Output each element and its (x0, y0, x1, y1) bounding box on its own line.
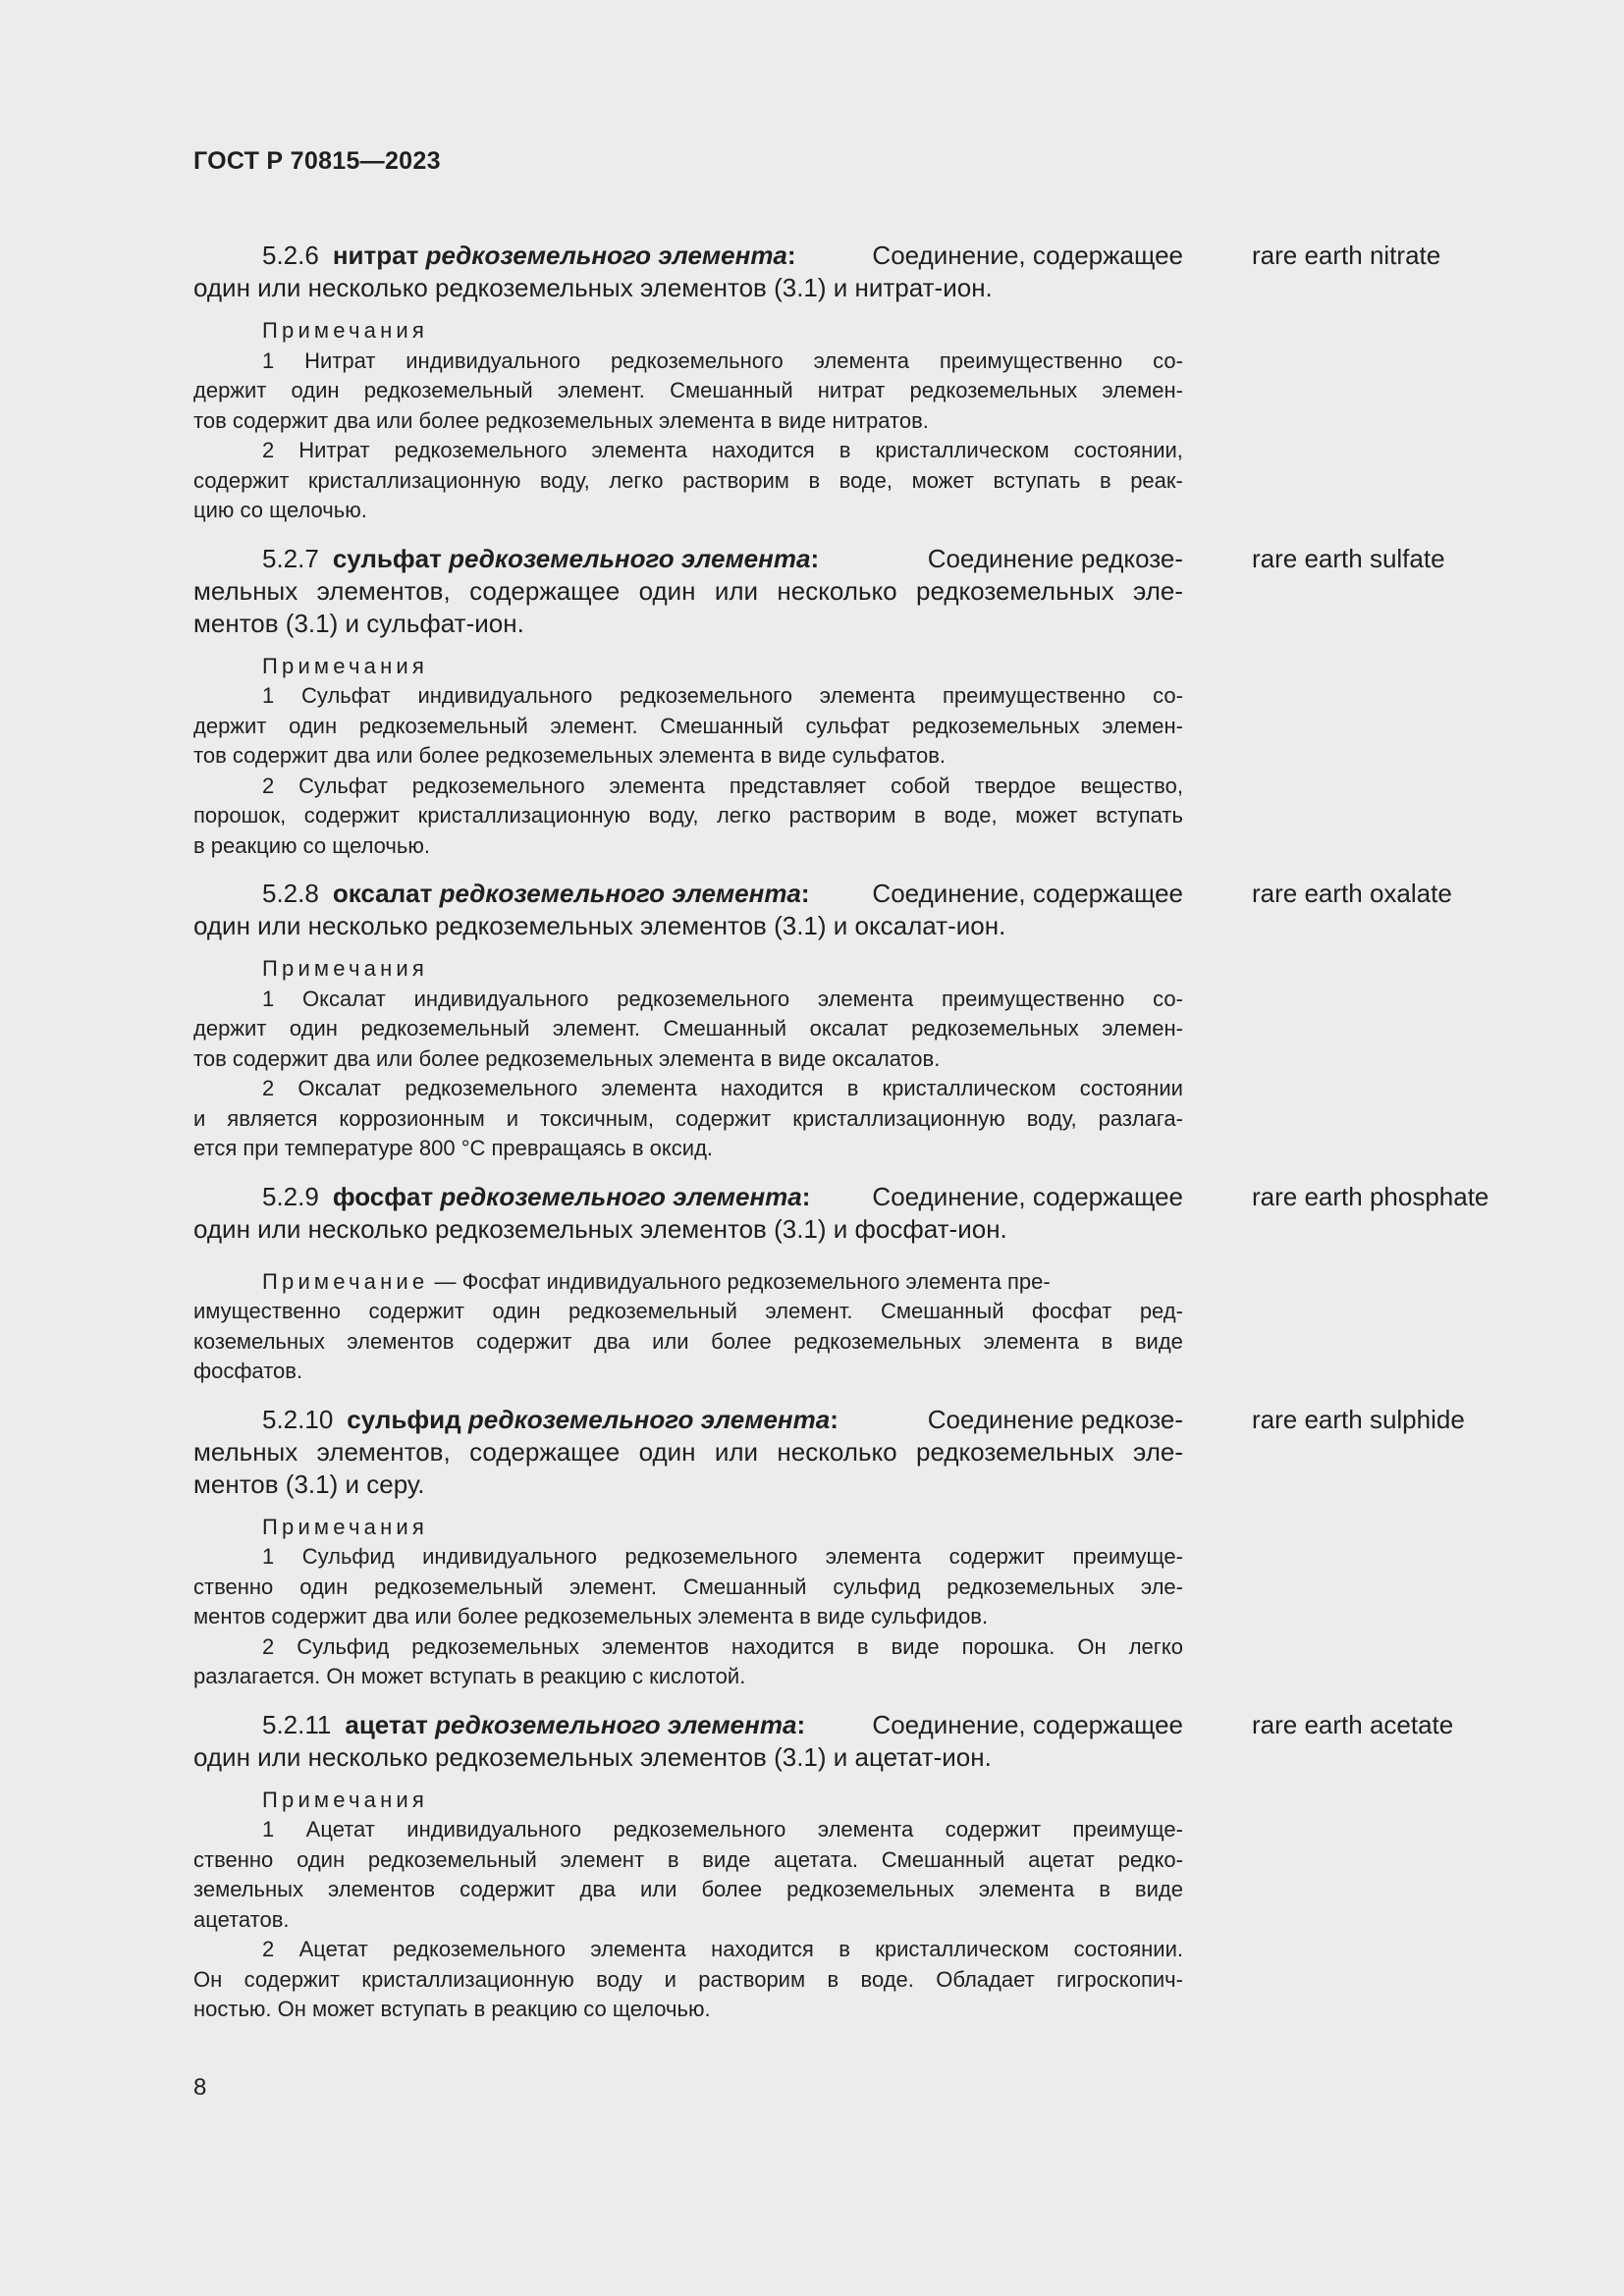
note-line (193, 1267, 1183, 1298)
note-line: 1 Сульфид индивидуального редкоземельного элемента содержит преимуще- (262, 1544, 1183, 1569)
term-bold: сульфат (332, 543, 442, 573)
term-bold-italic: редкоземельного элемента (435, 1709, 797, 1739)
note-line: 2 Ацетат редкоземельного элемента находится в кристаллическом состоянии. (262, 1937, 1183, 1961)
term-entry-5-2-6 (193, 240, 1509, 526)
notes-block (193, 1513, 1183, 1692)
notes-block (193, 1786, 1183, 2025)
note-line: разлагается. Он может вступать в реакцию с кислотой. (193, 1664, 746, 1688)
definition-line: один или несколько редкоземельных элементов (3.1) и оксалат-ион. (193, 911, 1006, 940)
english-term: rare earth oxalate (1252, 879, 1452, 908)
term-entry-5-2-7 (193, 543, 1509, 862)
definition-text: Соединение, содержащее (872, 1181, 1183, 1211)
definition-line: один или несколько редкоземельных элементов (3.1) и ацетат-ион. (193, 1741, 992, 1772)
term-colon: : (796, 1709, 806, 1739)
definition-line (193, 1709, 1183, 1741)
definition-line: ментов (3.1) и сульфат-ион. (193, 608, 524, 638)
term-number: 5.2.6 (262, 240, 319, 270)
term-colon: : (786, 240, 796, 270)
note-line: в реакцию со щелочью. (193, 832, 430, 858)
note-first-text: — Фосфат индивидуального редкоземельного элемента пре- (428, 1268, 1051, 1294)
definition-text: Соединение, содержащее (872, 240, 1183, 270)
note-line: ацетатов. (193, 1906, 290, 1932)
definition-line: мельных элементов, содержащее один или несколько редкоземельных эле- (193, 1436, 1183, 1467)
term-bold: ацетат (345, 1709, 428, 1739)
note-line: тов содержит два или более редкоземельных элемента в виде сульфатов. (193, 743, 947, 768)
note-line: земельных элементов содержит два или более редкоземельных элемента в виде (193, 1877, 1183, 1901)
note-line: содержит кристаллизационную воду, легко растворим в воде, может вступать в реак- (193, 467, 1183, 493)
term-colon: : (800, 879, 810, 908)
term-bold: нитрат (332, 240, 419, 270)
notes-block (193, 1267, 1183, 1387)
note-line: фосфатов. (193, 1359, 303, 1383)
term-bold-italic: редкоземельного элемента (467, 1404, 831, 1434)
definition-line (193, 1404, 1183, 1436)
definition-text: Соединение, содержащее (872, 1709, 1183, 1739)
notes-heading: Примечания (262, 1787, 429, 1812)
note-line: 2 Сульфид редкоземельных элементов находится в виде порошка. Он легко (262, 1633, 1183, 1659)
note-line: держит один редкоземельный элемент. Смешанный нитрат редкоземельных элемен- (193, 378, 1183, 402)
term-bold-italic: редкоземельного элемента (439, 879, 801, 908)
notes-heading: Примечания (262, 653, 429, 678)
note-line: ностью. Он может вступать в реакцию со щелочью. (193, 1997, 711, 2021)
definition-text: Соединение, содержащее (872, 879, 1183, 908)
document-header: ГОСТ Р 70815—2023 (193, 147, 441, 175)
notes-block (193, 954, 1183, 1164)
page-number: 8 (193, 2074, 207, 2101)
term-number: 5.2.10 (262, 1404, 334, 1434)
term-bold-italic: редкоземельного элемента (440, 1181, 802, 1211)
term-bold: оксалат (332, 879, 433, 908)
note-line: Он содержит кристаллизационную воду и растворим в воде. Обладает гигроскопич- (193, 1966, 1183, 1992)
note-line: ственно один редкоземельный элемент. Смешанный сульфид редкоземельных эле- (193, 1574, 1183, 1599)
note-line: 2 Нитрат редкоземельного элемента находится в кристаллическом состоянии, (262, 438, 1183, 462)
english-term: rare earth phosphate (1252, 1181, 1489, 1211)
term-bold: фосфат (332, 1181, 434, 1211)
note-line: ется при температуре 800 °С превращаясь в оксид. (193, 1136, 714, 1160)
definition-line: один или несколько редкоземельных элементов (3.1) и нитрат-ион. (193, 273, 993, 302)
term-number: 5.2.9 (262, 1181, 319, 1211)
term-entry-5-2-8 (193, 878, 1509, 1164)
definition-text: Соединение редкозе- (927, 1404, 1183, 1434)
definition-line: ментов (3.1) и серу. (193, 1468, 425, 1499)
definition-line (193, 878, 1183, 910)
english-term: rare earth nitrate (1252, 240, 1441, 270)
term-colon: : (801, 1181, 811, 1211)
note-line: порошок, содержит кристаллизационную воду, легко растворим в воде, может вступать (193, 803, 1183, 828)
term-colon: : (830, 1404, 839, 1434)
note-line: 1 Нитрат индивидуального редкоземельного элемента преимущественно со- (262, 347, 1183, 373)
note-line: 2 Сульфат редкоземельного элемента представляет собой твердое вещество, (262, 773, 1183, 798)
definition-line: мельных элементов, содержащее один или несколько редкоземельных эле- (193, 575, 1183, 606)
english-term: rare earth acetate (1252, 1709, 1454, 1739)
note-line: ментов содержит два или более редкоземельных элемента в виде сульфидов. (193, 1604, 989, 1629)
note-line: 1 Ацетат индивидуального редкоземельного элемента содержит преимуще- (262, 1817, 1183, 1842)
term-bold-italic: редкоземельного элемента (449, 543, 811, 573)
english-term: rare earth sulfate (1252, 543, 1445, 573)
note-line: цию со щелочью. (193, 498, 367, 522)
note-line: тов содержит два или более редкоземельных элемента в виде нитратов. (193, 407, 929, 433)
definition-text: Соединение редкозе- (927, 543, 1183, 573)
note-line: коземельных элементов содержит два или более редкоземельных элемента в виде (193, 1328, 1183, 1354)
note-line: имущественно содержит один редкоземельный элемент. Смешанный фосфат ред- (193, 1299, 1183, 1323)
note-line: держит один редкоземельный элемент. Смешанный сульфат редкоземельных элемен- (193, 713, 1183, 738)
term-colon: : (810, 543, 820, 573)
notes-heading: Примечания (262, 1514, 429, 1539)
definition-line (193, 1181, 1183, 1213)
term-number: 5.2.11 (262, 1709, 332, 1739)
term-entry-5-2-11 (193, 1709, 1509, 2025)
notes-block (193, 652, 1183, 862)
notes-heading: Примечания (262, 318, 429, 343)
definition-line (193, 543, 1183, 575)
term-number: 5.2.8 (262, 879, 319, 908)
note-line: и является коррозионным и токсичным, содержит кристаллизационную воду, разлага- (193, 1105, 1183, 1131)
note-line: ственно один редкоземельный элемент в виде ацетата. Смешанный ацетат редко- (193, 1846, 1183, 1872)
note-line: 1 Оксалат индивидуального редкоземельного элемента преимущественно со- (262, 986, 1183, 1011)
note-line: держит один редкоземельный элемент. Смешанный оксалат редкоземельных элемен- (193, 1016, 1183, 1041)
english-term: rare earth sulphide (1252, 1404, 1465, 1434)
notes-heading: Примечания (262, 956, 429, 981)
terms-section (193, 240, 1509, 2025)
term-number: 5.2.7 (262, 543, 319, 573)
notes-block (193, 316, 1183, 526)
note-line: тов содержит два или более редкоземельных элемента в виде оксалатов. (193, 1045, 941, 1071)
note-line: 1 Сульфат индивидуального редкоземельного элемента преимущественно со- (262, 683, 1183, 708)
definition-line: один или несколько редкоземельных элементов (3.1) и фосфат-ион. (193, 1213, 1007, 1244)
term-bold: сульфид (347, 1404, 461, 1434)
note-label: Примечание (262, 1268, 429, 1294)
term-bold-italic: редкоземельного элемента (425, 240, 787, 270)
note-line: 2 Оксалат редкоземельного элемента находится в кристаллическом состоянии (262, 1076, 1183, 1100)
definition-line (193, 240, 1183, 272)
term-entry-5-2-9 (193, 1181, 1509, 1387)
term-entry-5-2-10 (193, 1404, 1509, 1692)
